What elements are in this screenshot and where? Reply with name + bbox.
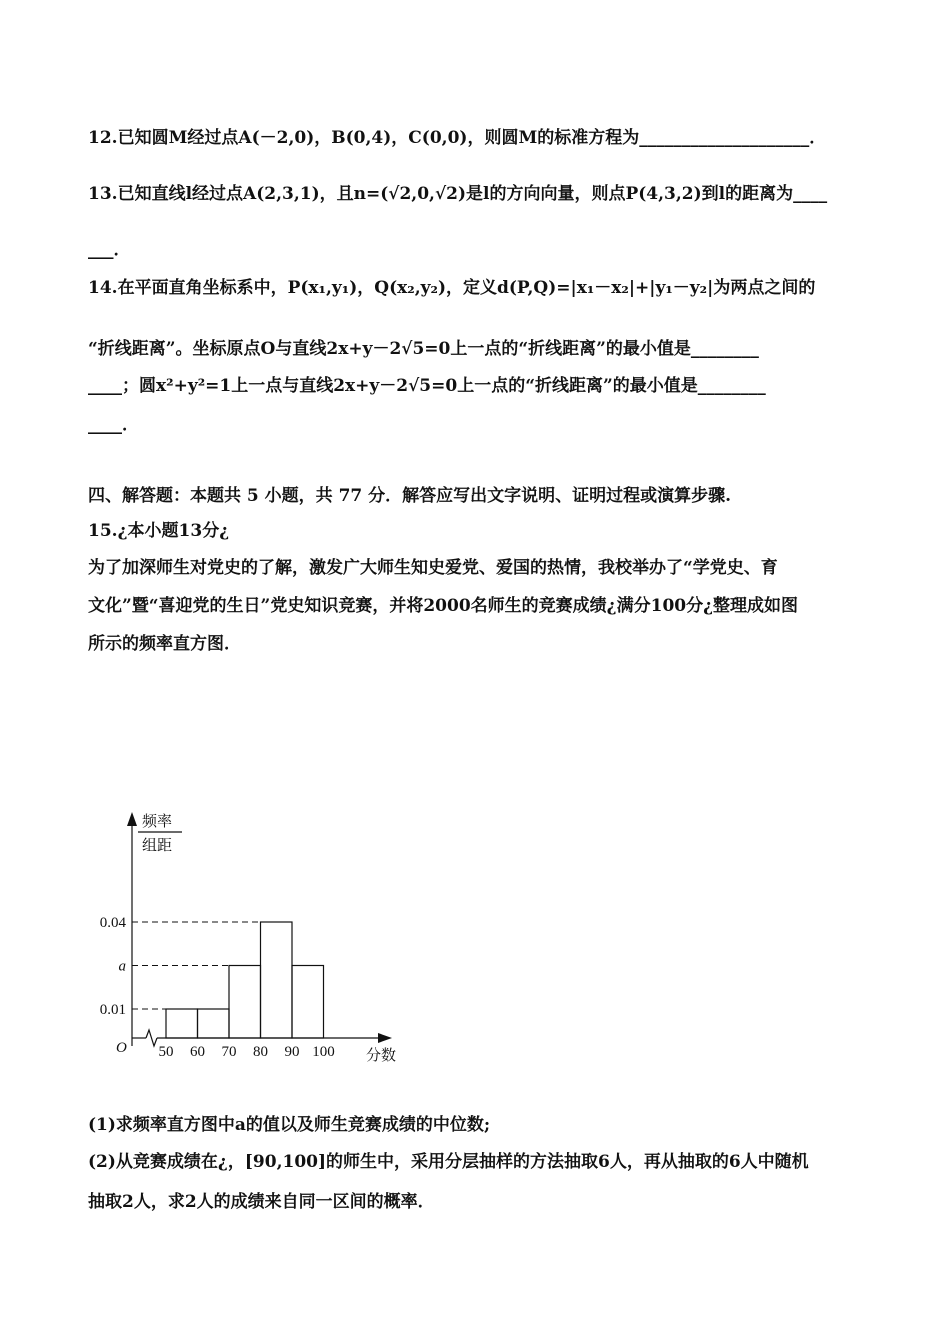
question-13-line-2: ___． <box>88 240 131 260</box>
origin-label: O <box>116 1040 127 1056</box>
x-tick-label-60: 60 <box>190 1044 205 1060</box>
section-4-heading: 四、解答题：本题共 5 小题，共 77 分．解答应写出文字说明、证明过程或演算步骤. <box>88 486 732 506</box>
y-label-bottom: 组距 <box>142 838 173 854</box>
question-15-title: 15.¿本小题13分¿ <box>88 521 230 541</box>
x-tick-label-50: 50 <box>158 1044 174 1060</box>
question-12: 12.已知圆M经过点A(－2,0)，B(0,4)，C(0,0)，则圆M的标准方程为____________________． <box>88 128 827 148</box>
question-15-part-1: (1)求频率直方图中a的值以及师生竞赛成绩的中位数; <box>88 1115 491 1135</box>
y-tick-label-1: a <box>118 958 126 975</box>
question-15-para-line-3: 所示的频率直方图． <box>88 634 241 654</box>
question-15-part-2-line-1: (2)从竞赛成绩在¿，[90,100]的师生中，采用分层抽样的方法抽取6人，再从抽取的6人中随机 <box>88 1152 809 1172</box>
frequency-histogram <box>96 808 416 1068</box>
x-label: 分数 <box>366 1048 397 1064</box>
histogram-bar-70 <box>229 966 261 1039</box>
x-tick-label-70: 70 <box>221 1044 237 1060</box>
x-tick-label-80: 80 <box>253 1044 268 1060</box>
x-tick-label-100: 100 <box>312 1044 335 1060</box>
x-axis-arrow <box>378 1033 392 1043</box>
y-label-top: 频率 <box>142 814 173 830</box>
histogram-bar-80 <box>261 922 293 1038</box>
y-tick-label-0: 0.01 <box>99 1002 126 1018</box>
question-14-line-2: “折线距离”。坐标原点O与直线2x+y－2√5=0上一点的“折线距离”的最小值是________ <box>88 339 759 359</box>
question-14-line-3: ____；圆x²+y²=1上一点与直线2x+y－2√5=0上一点的“折线距离”的最小值是________ <box>88 376 766 396</box>
y-axis-arrow <box>127 812 137 826</box>
question-15-part-2-line-2: 抽取2人，求2人的成绩来自同一区间的概率． <box>88 1192 435 1212</box>
question-13-line-1: 13.已知直线l经过点A(2,3,1)，且n=(√2,0,√2)是l的方向向量，则点P(4,3,2)到l的距离为____ <box>88 184 828 204</box>
x-axis-break <box>146 1030 157 1046</box>
histogram-bar-60 <box>198 1009 230 1038</box>
histogram-bar-50 <box>166 1009 198 1038</box>
question-15-para-line-2: 文化”暨“喜迎党的生日”党史知识竞赛，并将2000名师生的竞赛成绩¿满分100分¿整理成如图 <box>88 596 799 616</box>
x-tick-label-90: 90 <box>284 1044 300 1060</box>
question-14-line-1: 14.在平面直角坐标系中，P(x₁,y₁)，Q(x₂,y₂)，定义d(P,Q)=|x₁－x₂|+|y₁－y₂|为两点之间的 <box>88 278 816 298</box>
question-14-line-4: ____． <box>88 415 139 435</box>
histogram-bar-90 <box>292 966 324 1039</box>
y-tick-label-2: 0.04 <box>99 915 126 931</box>
question-15-para-line-1: 为了加深师生对党史的了解，激发广大师生知史爱党、爱国的热情，我校举办了“学党史、育 <box>88 558 778 578</box>
